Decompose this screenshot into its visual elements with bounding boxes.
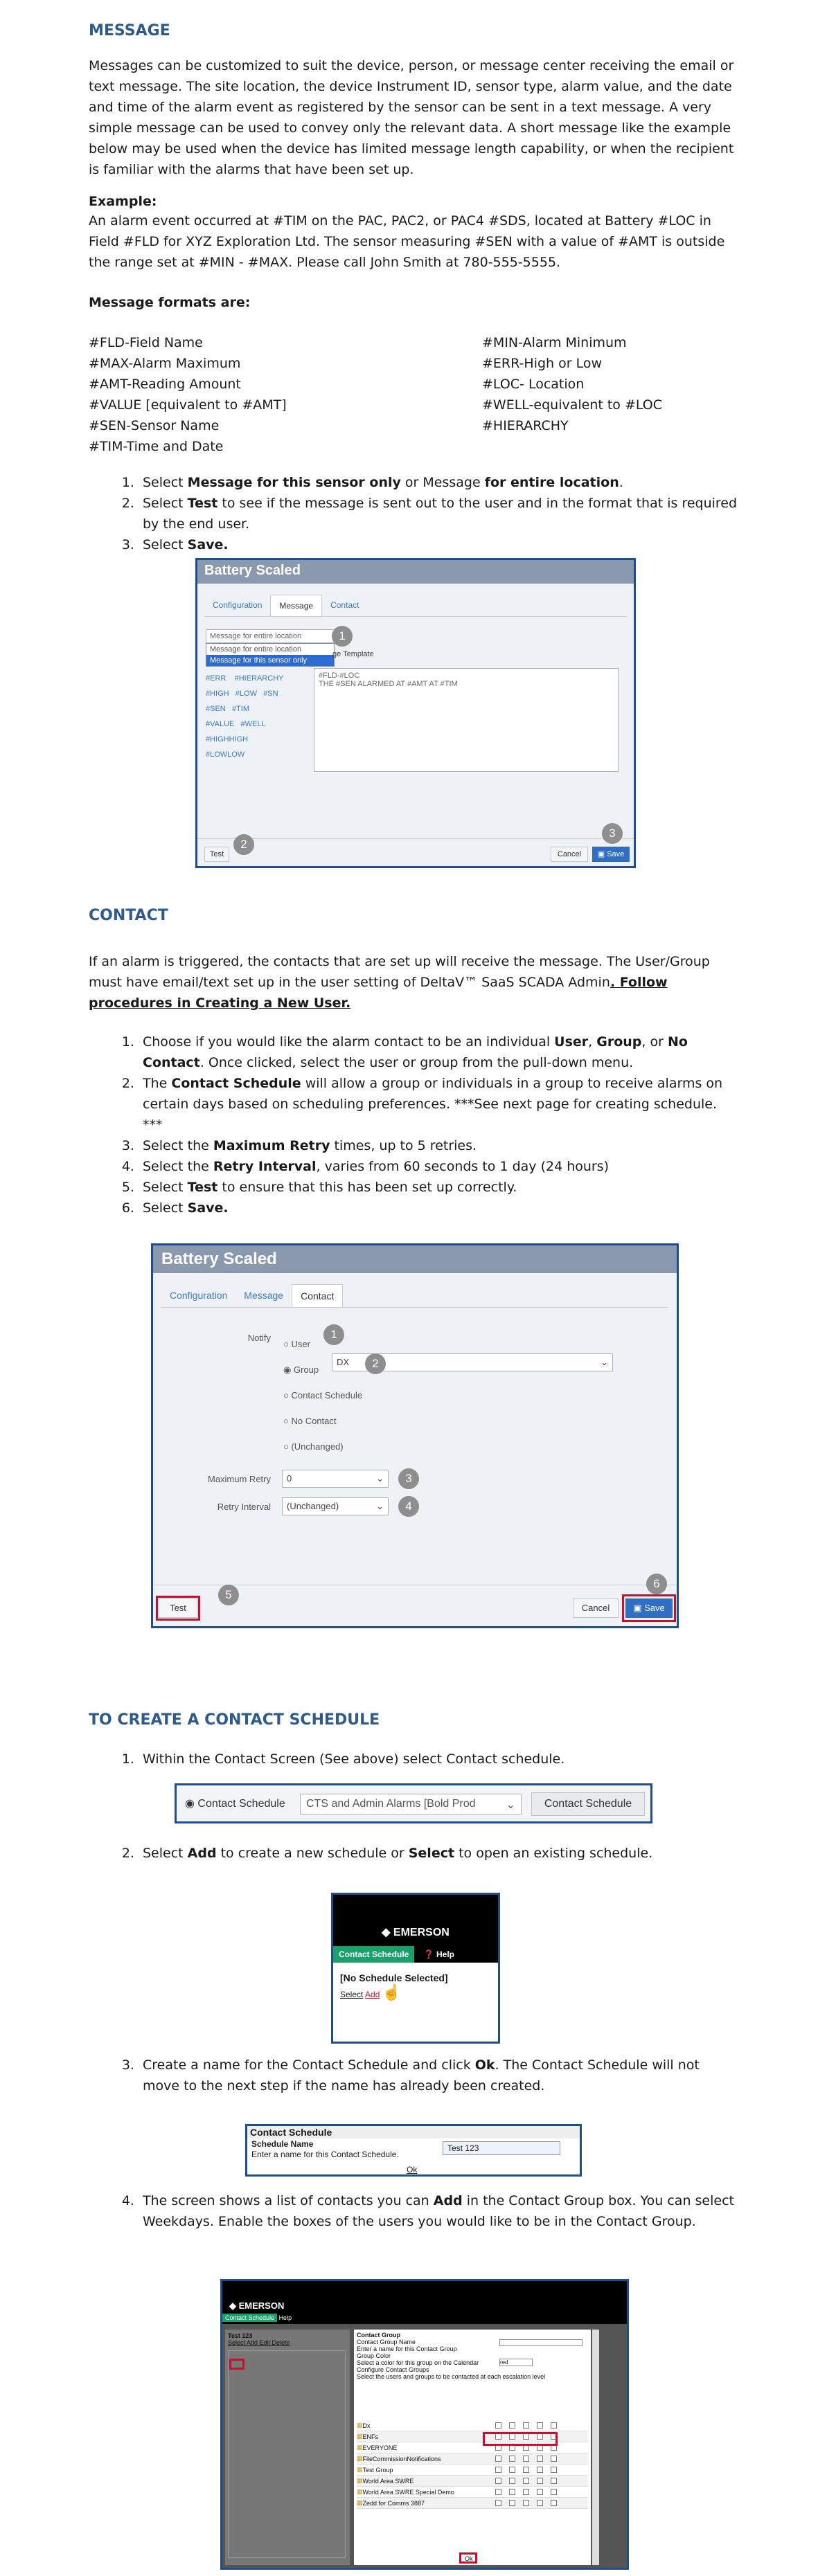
group-icon: ▦ bbox=[357, 2499, 363, 2506]
badge-4: 4 bbox=[398, 1496, 419, 1517]
highlight-box bbox=[229, 2359, 244, 2370]
escalation-checkbox[interactable] bbox=[509, 2456, 515, 2462]
format-item: #ERR-High or Low bbox=[482, 356, 603, 371]
badge-5: 5 bbox=[218, 1585, 239, 1605]
escalation-checkbox[interactable] bbox=[523, 2456, 529, 2462]
schedule-step-2 bbox=[89, 1843, 740, 1864]
notify-label: Notify bbox=[247, 1333, 271, 1343]
contact-group-panel bbox=[354, 2330, 591, 2565]
schedule-name-input[interactable]: Test 123 bbox=[443, 2141, 560, 2155]
escalation-checkbox[interactable] bbox=[509, 2422, 515, 2429]
escalation-checkbox[interactable] bbox=[523, 2422, 529, 2429]
message-scope-options bbox=[206, 643, 335, 667]
step-item: 2. Select Add to create a new schedule or Select to open an existing schedule. bbox=[139, 1843, 740, 1864]
group-icon: ▦ bbox=[357, 2455, 363, 2462]
message-steps bbox=[89, 472, 740, 555]
message-intro: Messages can be customized to suit the device, person, or message center receiving the email or text message. The site location, the device Instrument ID, sensor type, alarm value, and the date and time of the alarm event as registered by the sensor can be sent in a text message. A very simple message can be used to convey only the relevant data. A short message like the example below may be used when the device has limited message length capability, or when the recipient is familiar with the alarms that have been set up. bbox=[89, 58, 734, 177]
scrollbar[interactable] bbox=[592, 2330, 599, 2565]
group-select[interactable]: DX ⌄ bbox=[332, 1353, 613, 1371]
schedule-select[interactable]: CTS and Admin Alarms [Bold Prod ⌄ bbox=[300, 1794, 522, 1814]
dialog-tabs bbox=[204, 595, 627, 617]
contact-row bbox=[357, 2487, 588, 2498]
contact-group-screen bbox=[220, 2279, 629, 2570]
escalation-checkbox[interactable] bbox=[551, 2467, 557, 2473]
escalation-checkbox[interactable] bbox=[551, 2422, 557, 2429]
message-dialog bbox=[195, 558, 636, 868]
tag-item[interactable]: #ERR bbox=[206, 674, 226, 683]
contact-name: FileCommissionNotifications bbox=[362, 2455, 441, 2462]
highlight-box bbox=[622, 1594, 676, 1622]
escalation-columns bbox=[357, 2380, 588, 2420]
no-schedule-text: [No Schedule Selected] bbox=[340, 1972, 448, 1983]
escalation-checkbox[interactable] bbox=[537, 2478, 543, 2484]
dialog-title: Contact Schedule bbox=[247, 2126, 580, 2138]
escalation-checkbox[interactable] bbox=[495, 2500, 501, 2506]
tag-list bbox=[206, 671, 323, 762]
schedule-step-4 bbox=[89, 2190, 740, 2232]
escalation-checkbox[interactable] bbox=[509, 2500, 515, 2506]
max-retry-label: Maximum Retry bbox=[207, 1474, 271, 1484]
contact-name: EVERYONE bbox=[362, 2444, 398, 2451]
tag-item[interactable]: #SEN bbox=[206, 705, 226, 713]
radio-user[interactable]: ○ User bbox=[283, 1339, 310, 1349]
escalation-checkbox[interactable] bbox=[537, 2456, 543, 2462]
contact-name: World Area SWRE Special Demo bbox=[362, 2488, 454, 2496]
radio-contact-schedule[interactable]: ○ Contact Schedule bbox=[283, 1390, 363, 1400]
create-user-link[interactable]: . Follow procedures in Creating a New User. bbox=[89, 975, 668, 1011]
tag-item[interactable]: #VALUE bbox=[206, 720, 235, 728]
retry-interval-label: Retry Interval bbox=[217, 1502, 271, 1512]
dialog-title: Battery Scaled bbox=[197, 560, 634, 584]
contact-row bbox=[357, 2465, 588, 2476]
escalation-checkbox[interactable] bbox=[551, 2489, 557, 2495]
schedule-step-1 bbox=[89, 1749, 740, 1769]
step-item: 1. Select Message for this sensor only or Message for entire location. bbox=[139, 472, 740, 493]
tag-item[interactable]: #SN bbox=[263, 690, 278, 698]
escalation-checkbox[interactable] bbox=[523, 2500, 529, 2506]
highlight-box bbox=[459, 2552, 477, 2564]
ok-button[interactable]: Ok bbox=[465, 2555, 473, 2562]
escalation-checkbox[interactable] bbox=[523, 2489, 529, 2495]
contact-dialog bbox=[151, 1243, 679, 1628]
format-item: #HIERARCHY bbox=[482, 418, 569, 433]
format-item: #TIM-Time and Date bbox=[89, 439, 224, 454]
step-item: 2. The Contact Schedule will allow a group or individuals in a group to receive alarms on certain days based on scheduling preferences. ***See next page for creating schedule. *** bbox=[139, 1073, 740, 1135]
badge-3: 3 bbox=[602, 823, 623, 844]
step-item: 3. Create a name for the Contact Schedule and click Ok. The Contact Schedule will not move to the next step if the name has already been created. bbox=[139, 2055, 740, 2096]
radio-unchanged[interactable]: ○ (Unchanged) bbox=[283, 1441, 344, 1452]
tag-item[interactable]: #HIERARCHY bbox=[234, 674, 284, 683]
badge-3: 3 bbox=[398, 1468, 419, 1489]
schedule-name: Test 123 bbox=[228, 2332, 253, 2339]
option-entire-location[interactable]: Message for entire location bbox=[210, 645, 302, 654]
schedule-heading: TO CREATE A CONTACT SCHEDULE bbox=[89, 1711, 380, 1729]
contact-name: Zedd for Comms 3887 bbox=[362, 2499, 425, 2507]
help-link[interactable]: Help bbox=[278, 2314, 292, 2321]
step-item: 1. Choose if you would like the alarm contact to be an individual User, Group, or No Contact. Once clicked, select the user or group from the pull-down menu. bbox=[139, 1032, 740, 1073]
select-link[interactable]: Select bbox=[340, 1990, 364, 1999]
tab-contact-schedule[interactable]: Contact Schedule bbox=[222, 2314, 277, 2322]
step-item: 4. The screen shows a list of contacts you can Add in the Contact Group box. You can select Weekdays. Enable the boxes of the users you would like to be in the Contact Group. bbox=[139, 2190, 740, 2232]
step-item: 4. Select the Retry Interval, varies from 60 seconds to 1 day (24 hours) bbox=[139, 1156, 740, 1177]
escalation-checkbox[interactable] bbox=[523, 2467, 529, 2473]
group-color-label: Group Color bbox=[357, 2352, 391, 2359]
message-scope-select[interactable]: Message for entire location bbox=[206, 629, 335, 643]
contact-name: ENFs bbox=[362, 2433, 379, 2440]
save-button[interactable]: ▣ Save bbox=[625, 1598, 673, 1618]
formats-right-list bbox=[482, 332, 662, 436]
emerson-logo: ◆ EMERSON bbox=[333, 1895, 498, 1946]
contact-schedule-row bbox=[175, 1783, 652, 1823]
format-item: #AMT-Reading Amount bbox=[89, 377, 241, 392]
tab-contact[interactable]: Contact bbox=[292, 1284, 343, 1307]
schedule-step-3 bbox=[89, 2055, 740, 2096]
tag-item[interactable]: #LOW bbox=[235, 690, 257, 698]
tab-contact-schedule[interactable]: Contact Schedule bbox=[333, 1946, 414, 1963]
highlight-box bbox=[156, 1596, 200, 1621]
group-name-label: Contact Group Name bbox=[357, 2339, 416, 2345]
schedule-sidebar bbox=[225, 2330, 350, 2565]
group-icon: ▦ bbox=[357, 2488, 363, 2495]
escalation-checkbox[interactable] bbox=[495, 2489, 501, 2495]
escalation-checkbox[interactable] bbox=[551, 2478, 557, 2484]
group-icon: ▦ bbox=[357, 2433, 363, 2440]
emerson-logo-icon: ◆ bbox=[382, 1927, 393, 1938]
step-item: 6. Select Save. bbox=[139, 1198, 740, 1218]
contact-heading: CONTACT bbox=[89, 907, 168, 924]
save-icon: ▣ bbox=[633, 1603, 645, 1613]
footer-divider bbox=[197, 838, 634, 839]
contact-row bbox=[357, 2420, 588, 2431]
contact-row bbox=[357, 2476, 588, 2487]
tab-message[interactable]: Message bbox=[244, 1290, 284, 1301]
contact-name: Dx bbox=[362, 2422, 371, 2429]
retry-interval-select[interactable]: (Unchanged) ⌄ bbox=[282, 1497, 389, 1515]
group-color-hint: Select a color for this group on the Calendar bbox=[357, 2359, 479, 2366]
highlight-box bbox=[483, 2432, 558, 2446]
tab-configuration[interactable]: Configuration bbox=[213, 600, 263, 610]
group-icon: ▦ bbox=[357, 2466, 363, 2473]
format-item: #MIN-Alarm Minimum bbox=[482, 335, 627, 350]
save-icon: ▣ bbox=[597, 850, 607, 858]
tag-item[interactable]: #LOWLOW bbox=[206, 750, 245, 759]
tab-configuration[interactable]: Configuration bbox=[170, 1290, 228, 1301]
add-link[interactable]: Add bbox=[365, 1990, 380, 1999]
step-item: 3. Select Save. bbox=[139, 534, 740, 555]
emerson-schedule-panel bbox=[331, 1893, 500, 2044]
max-retry-select[interactable]: 0 ⌄ bbox=[282, 1470, 389, 1488]
escalation-checkbox[interactable] bbox=[509, 2478, 515, 2484]
tab-contact[interactable]: Contact bbox=[330, 600, 359, 610]
contact-row bbox=[357, 2453, 588, 2465]
message-template-textarea[interactable]: #FLD-#LOC THE #SEN ALARMED AT #AMT AT #TIM bbox=[314, 668, 619, 772]
help-icon: ❓ bbox=[423, 1949, 436, 1959]
formats-label: Message formats are: bbox=[89, 295, 251, 310]
save-button[interactable]: ▣ Save bbox=[592, 847, 630, 862]
badge-2: 2 bbox=[233, 834, 254, 855]
escalation-checkbox[interactable] bbox=[551, 2456, 557, 2462]
schedule-name-hint: Enter a name for this Contact Schedule. bbox=[251, 2150, 399, 2159]
badge-1: 1 bbox=[332, 626, 353, 647]
test-button[interactable]: Test bbox=[159, 1598, 197, 1618]
formats-left-list bbox=[89, 332, 287, 457]
dialog-title: Battery Scaled bbox=[153, 1245, 677, 1273]
escalation-checkbox[interactable] bbox=[495, 2456, 501, 2462]
badge-1: 1 bbox=[323, 1324, 344, 1345]
contact-intro: If an alarm is triggered, the contacts that are set up will receive the message. The User/Group must have email/text set up in the user setting of DeltaV™ SaaS SCADA Admin. Follow procedures in Creating a New User. bbox=[89, 954, 710, 1011]
group-name-hint: Enter a name for this Contact Group bbox=[357, 2345, 457, 2352]
message-heading: MESSAGE bbox=[89, 22, 170, 39]
contact-steps bbox=[89, 1032, 740, 1218]
tag-item[interactable]: #HIGHHIGH bbox=[206, 735, 249, 744]
contact-group-title: Contact Group bbox=[357, 2332, 400, 2339]
badge-6: 6 bbox=[646, 1574, 667, 1594]
tag-item[interactable]: #WELL bbox=[240, 720, 266, 728]
escalation-checkbox[interactable] bbox=[495, 2422, 501, 2429]
format-item: #MAX-Alarm Maximum bbox=[89, 356, 241, 371]
escalation-checkbox[interactable] bbox=[495, 2478, 501, 2484]
group-color-select[interactable]: red bbox=[499, 2359, 533, 2366]
group-name-input[interactable] bbox=[499, 2339, 583, 2346]
contact-name: Test Group bbox=[362, 2466, 393, 2474]
emerson-logo: ◆ EMERSON bbox=[222, 2281, 627, 2314]
hand-cursor-icon: ☝ bbox=[382, 1983, 402, 2001]
escalation-checkbox[interactable] bbox=[551, 2500, 557, 2506]
test-button[interactable]: Test bbox=[204, 847, 229, 862]
escalation-checkbox[interactable] bbox=[537, 2500, 543, 2506]
step-item: 2. Select Test to see if the message is sent out to the user and in the format that is required by the end user. bbox=[139, 493, 740, 534]
help-link[interactable]: ❓ Help bbox=[423, 1949, 454, 1959]
dialog-tabs bbox=[161, 1284, 668, 1308]
format-item: #WELL-equivalent to #LOC bbox=[482, 397, 663, 413]
template-label: ge Template bbox=[332, 650, 374, 658]
chevron-down-icon: ⌄ bbox=[376, 1473, 384, 1484]
group-icon: ▦ bbox=[357, 2422, 363, 2429]
escalation-checkbox[interactable] bbox=[509, 2489, 515, 2495]
radio-group[interactable]: ◉ Group bbox=[283, 1364, 319, 1375]
schedule-links[interactable]: Select Add Edit Delete bbox=[228, 2339, 290, 2346]
step-item: 5. Select Test to ensure that this has been set up correctly. bbox=[139, 1177, 740, 1198]
notify-radios bbox=[283, 1331, 362, 1459]
radio-contact-schedule[interactable]: ◉ Contact Schedule bbox=[185, 1798, 285, 1810]
badge-2: 2 bbox=[365, 1353, 386, 1374]
contact-name: World Area SWRE bbox=[362, 2477, 414, 2485]
schedule-list-box bbox=[228, 2350, 346, 2558]
cancel-button[interactable]: Cancel bbox=[551, 847, 588, 862]
radio-no-contact[interactable]: ○ No Contact bbox=[283, 1416, 337, 1426]
contact-row bbox=[357, 2498, 588, 2509]
example-text: An alarm event occurred at #TIM on the PAC, PAC2, or PAC4 #SDS, located at Battery #LOC in Field #FLD for XYZ Exploration Ltd. The sensor measuring #SEN with a value of #AMT is outside the range set at #MIN - #MAX. Please call John Smith at 780-555-5555. bbox=[89, 213, 725, 270]
contact-schedule-button[interactable]: Contact Schedule bbox=[531, 1792, 645, 1816]
group-icon: ▦ bbox=[357, 2477, 363, 2484]
option-sensor-only[interactable]: Message for this sensor only bbox=[206, 655, 334, 666]
emerson-logo-icon: ◆ bbox=[229, 2300, 239, 2311]
chevron-down-icon: ⌄ bbox=[506, 1799, 515, 1811]
configure-label: Configure Contact Groups bbox=[357, 2366, 429, 2373]
configure-hint: Select the users and groups to be contacted at each escalation level bbox=[357, 2373, 546, 2380]
tab-message[interactable]: Message bbox=[270, 595, 322, 616]
escalation-checkbox[interactable] bbox=[495, 2467, 501, 2473]
format-item: #SEN-Sensor Name bbox=[89, 418, 220, 433]
escalation-checkbox[interactable] bbox=[509, 2467, 515, 2473]
escalation-checkbox[interactable] bbox=[537, 2422, 543, 2429]
chevron-down-icon: ⌄ bbox=[601, 1357, 608, 1367]
schedule-name-label: Schedule Name bbox=[251, 2139, 314, 2149]
step-item: 1. Within the Contact Screen (See above) select Contact schedule. bbox=[139, 1749, 740, 1769]
format-item: #LOC- Location bbox=[482, 377, 585, 392]
ok-button[interactable]: Ok bbox=[407, 2165, 418, 2174]
cancel-button[interactable]: Cancel bbox=[573, 1598, 619, 1618]
format-item: #FLD-Field Name bbox=[89, 335, 203, 350]
schedule-name-dialog bbox=[245, 2124, 582, 2177]
escalation-checkbox[interactable] bbox=[523, 2478, 529, 2484]
escalation-checkbox[interactable] bbox=[537, 2489, 543, 2495]
escalation-checkbox[interactable] bbox=[537, 2467, 543, 2473]
chevron-down-icon: ⌄ bbox=[376, 1501, 384, 1511]
step-item: 3. Select the Maximum Retry times, up to 5 retries. bbox=[139, 1135, 740, 1156]
group-icon: ▦ bbox=[357, 2444, 363, 2451]
format-item: #VALUE [equivalent to #AMT] bbox=[89, 397, 287, 413]
tag-item[interactable]: #HIGH bbox=[206, 690, 229, 698]
tag-item[interactable]: #TIM bbox=[231, 705, 249, 713]
example-label: Example: bbox=[89, 194, 157, 209]
